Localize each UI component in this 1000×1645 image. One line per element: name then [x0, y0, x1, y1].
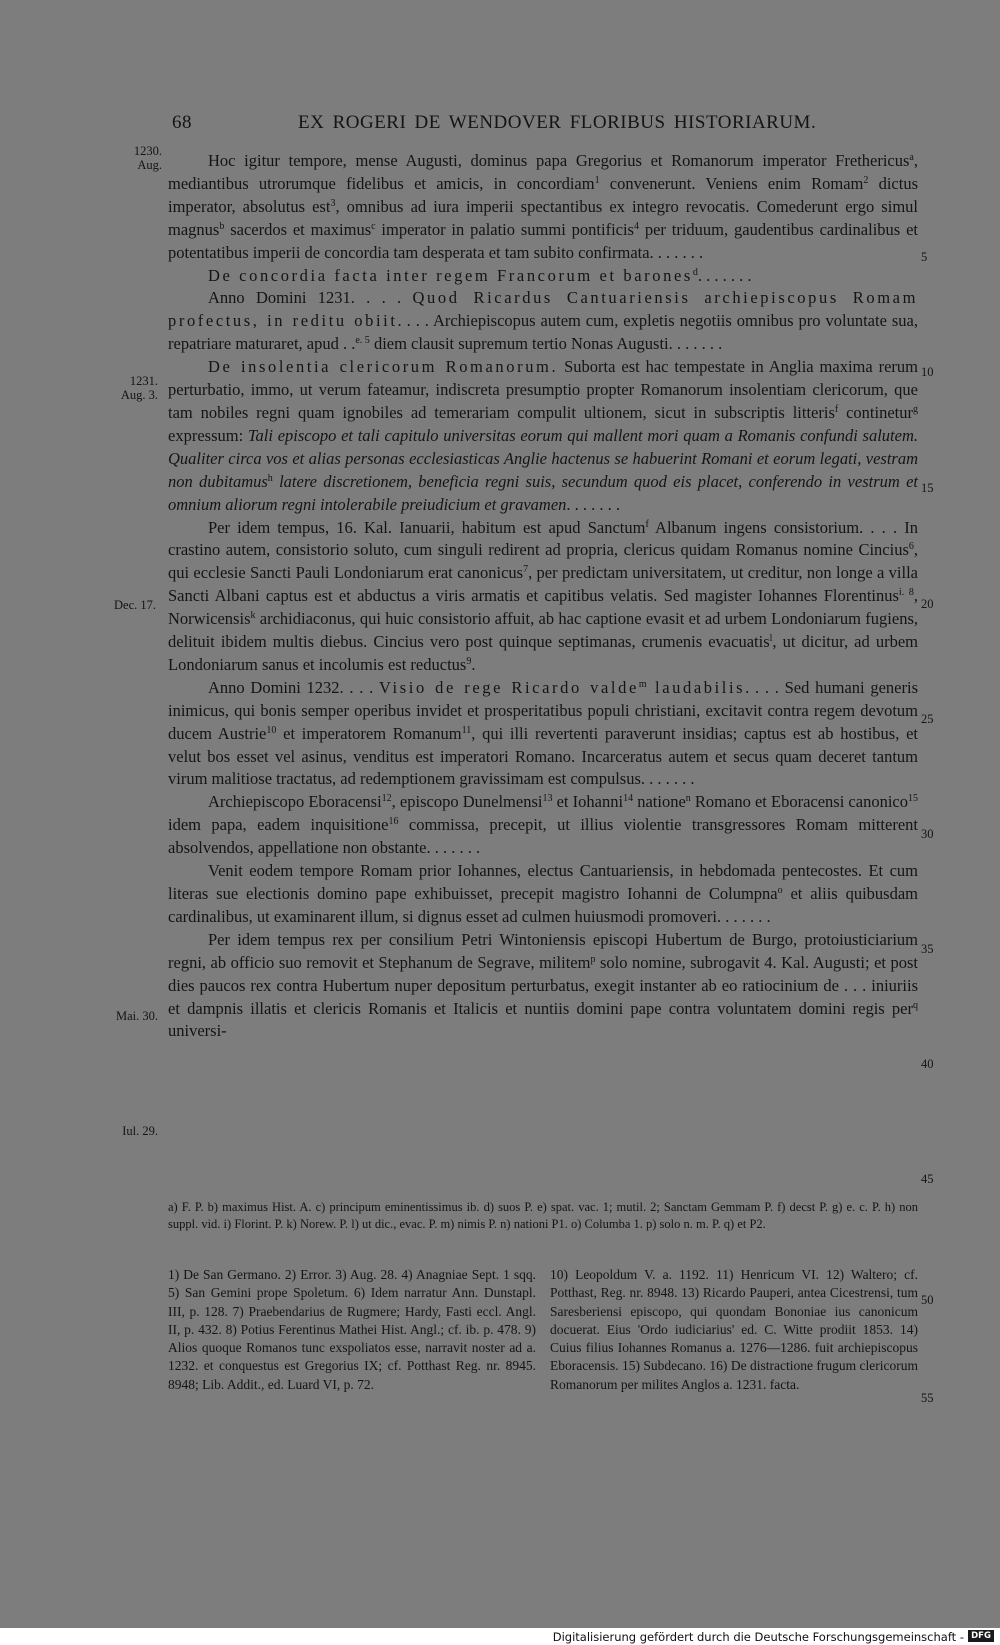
line-number: 30 — [921, 827, 934, 841]
page-number: 68 — [172, 112, 192, 133]
margin-date: 1230. Aug. — [133, 144, 162, 172]
dfg-logo: DFG — [968, 1630, 994, 1642]
margin-date: Mai. 30. — [115, 1009, 158, 1023]
margin-date: 1231. Aug. 3. — [120, 374, 158, 402]
paragraph: Per idem tempus rex per consilium Petri Wintoniensis episcopi Hubertum de Burgo, protoiusticiarium regni, ab officio suo removit et Stephanum de Segrave, militem$^p$ solo nomine, subrogavit 4. Kal. Augusti; et post dies paucos rex contra Hubertum nuper depositum perturbatus, exegit instanter ab eo ratiocinium de . . . iniuriis et dampnis illatis et clericis Romanis et Italicis et nuntiis domini pape contra voluntatem domini regis per$^q$ universi- — [168, 929, 918, 1041]
line-number: 5 — [921, 250, 928, 264]
funding-credit: Digitalisierung gefördert durch die Deutsche Forschungsgemeinschaft - — [552, 1630, 964, 1644]
line-number: 50 — [921, 1293, 934, 1307]
line-number: 35 — [921, 942, 934, 956]
paragraph: Venit eodem tempore Romam prior Iohannes, electus Cantuariensis, in hebdomada pentecostes. Et cum literas sue electionis domino pape exhibuisset, precepit magistro Iohanni de Columpna$^o$ et aliis quibusdam cardinalibus, ut examinarent illum, si dignus esset ad culmen huiusmodi promoveri. . . . . . . — [168, 861, 918, 926]
paragraph: Archiepiscopo Eboracensi$^{12}$, episcopo Dunelmensi$^{13}$ et Iohanni$^{14}$ natione$^n$ Romano et Eboracensi canonico$^{15}$ idem papa, eadem inquisitione$^{16}$ commissa, precepit, ut illius violentie transgressores Romam mitterent absolvendos, appellatione non obstante. . . . . . . — [168, 792, 918, 858]
paragraph: Anno Domini 1232. . . . Visio de rege Ricardo valde$^m$ laudabilis. . . . Sed humani generis inimicus, qui bonis semper operibus invidet et prosperitatibus populi christiani, excitavit contra regem devotum ducem Austrie$^{10}$ et imperatorem Romanum$^{11}$, qui illi revertenti paraverunt insidias; captus est ab hostibus, et velut bos esset vel asinus, venditus est imperatori Romano. Incarceratus autem et secus quam deceret tantum virum malitiose tractatus, ad redemptionem gravissimam est compulsus. . . . . . . — [168, 677, 918, 789]
line-number: 55 — [921, 1391, 934, 1405]
line-number: 40 — [921, 1057, 934, 1071]
line-number: 25 — [921, 712, 934, 726]
footnotes-column-right: 10) Leopoldum V. a. 1192. 11) Henricum VI. 12) Waltero; cf. Potthast, Reg. nr. 8948. 13) Ricardo Pauperi, antea Cicestrensi, tum Saresberiensi episcopo, qui quondam Bononiae ius canonicum docuerat. Eius 'Ordo iudiciarius' ed. C. Witte prodiit 1853. 14) Cuius filius Iohannes Romanus a. 1276—1286. fuit archiepiscopus Eboracensis. 15) Subdecano. 16) De distractione frugum clericorum Romanorum per milites Anglos a. 1231. facta. — [550, 1267, 918, 1392]
section-heading: De concordia facta inter regem Francorum et barones$^d$. . . . . . . — [208, 265, 752, 285]
line-number: 10 — [921, 365, 934, 379]
footnotes-column-left: 1) De San Germano. 2) Error. 3) Aug. 28. 4) Anagniae Sept. 1 sqq. 5) San Gemini prope Spoletum. 6) Idem narratur Ann. Dunstapl. III, p. 128. 7) Praebendarius de Rugmere; Hardy, Fasti eccl. Angl. II, p. 432. 8) Potius Ferentinus Mathei Hist. Angl.; cf. ib. p. 478. 9) Alios quoque Romanos tunc exspoliatos esse, narravit noster ad a. 1232. et conquestus est Gregorius IX; cf. Potthast Reg. nr. 8945. 8948; Lib. Addit., ed. Luard VI, p. 72. — [168, 1267, 536, 1392]
main-text — [168, 150, 918, 1043]
running-title: EX ROGERI DE WENDOVER FLORIBUS HISTORIARUM. — [298, 112, 817, 133]
paragraph: Hoc igitur tempore, mense Augusti, dominus papa Gregorius et Romanorum imperator Frethericus$^a$, mediantibus utrorumque fidelibus et amicis, in concordiam$^1$ convenerunt. Veniens enim Romam$^2$ dictus imperator, absolutus est$^3$, omnibus ad iura imperii spectantibus ex integro revocatis. Comederunt ergo simul magnus$^b$ sacerdos et maximus$^c$ imperator in palatio summi pontificis$^4$ per triduum, gaudentibus cardinalibus et potentatibus imperii de concordia tam desperata et tam subito confirmata. . . . . . . — [168, 151, 919, 262]
line-number: 20 — [921, 597, 934, 611]
line-number: 15 — [921, 481, 934, 495]
margin-date: Iul. 29. — [122, 1124, 158, 1138]
paragraph: Per idem tempus, 16. Kal. Ianuarii, habitum est apud Sanctum$^f$ Albanum ingens consistorium. . . . In crastino autem, consistorio soluto, cum singuli redirent ad propria, clericus quidam Romanus nomine Cincius$^6$, qui ecclesie Sancti Pauli Londoniarum erat canonicus$^7$, per predictam universitatem, ut creditur, non longe a villa Sancti Albani captus est et abductus a viris armatis et capitibus velatis. Sed magister Iohannes Florentinus$^{i. 8}$, Norwicensis$^k$ archidiaconus, qui huic consistorio affuit, ab hac captione evasit et ad urbem Londoniarum fugiens, delituit ibidem multis diebus. Cincius vero post quinque septimanas, crumenis evacuatis$^l$, ut dicitur, ad urbem Londoniarum sanus et incolumis est reductus$^9$. — [168, 517, 918, 674]
page-header — [168, 112, 910, 140]
line-number: 45 — [921, 1172, 934, 1186]
paragraph: De insolentia clericorum Romanorum. Suborta est hac tempestate in Anglia maxima rerum perturbatio, immo, ut verum fateamur, indiscreta presumptio propter Romanorum insolentiam clericorum, que tam nobiles regni quam ignobiles ad temerariam compulit ultionem, sicut in subscriptis litteris$^f$ continetur$^g$ expressum: Tali episcopo et tali capitulo universitas eorum qui mallent mori quam a Romanis confundi salutem. Qualiter circa vos et alias personas ecclesiasticas Anglie hactenus se habuerint Romani et eorum legati, vestram non dubitamus$^h$ latere discretionem, beneficia regni suis, secundum quod eis placet, conferendo in vestrum et omnium aliorum regni intolerabile preiudicium et gravamen. . . . . . . — [168, 357, 919, 514]
paragraph: Anno Domini 1231. . . . Quod Ricardus Cantuariensis archiepiscopus Romam profectus, in reditu obiit. . . . Archiepiscopus autem cum, expletis negotiis omnibus pro voluntate sua, repatriare maturaret, apud . .$^{e. 5}$ diem clausit supremum tertio Nonas Augusti. . . . . . . — [168, 288, 918, 354]
textual-apparatus: a) F. P. b) maximus Hist. A. c) principum eminentissimus ib. d) suos P. e) spat. vac. 1; mutil. 2; Sanctam Gemmam P. f) decst P. g) e. c. P. h) non suppl. vid. i) Florint. P. k) Norew. P. l) ut dic., evac. P. m) nimis P. n) nationi P1. o) Columba 1. p) solo n. m. P. q) et P2. — [168, 1200, 918, 1231]
margin-date: Dec. 17. — [114, 598, 156, 612]
